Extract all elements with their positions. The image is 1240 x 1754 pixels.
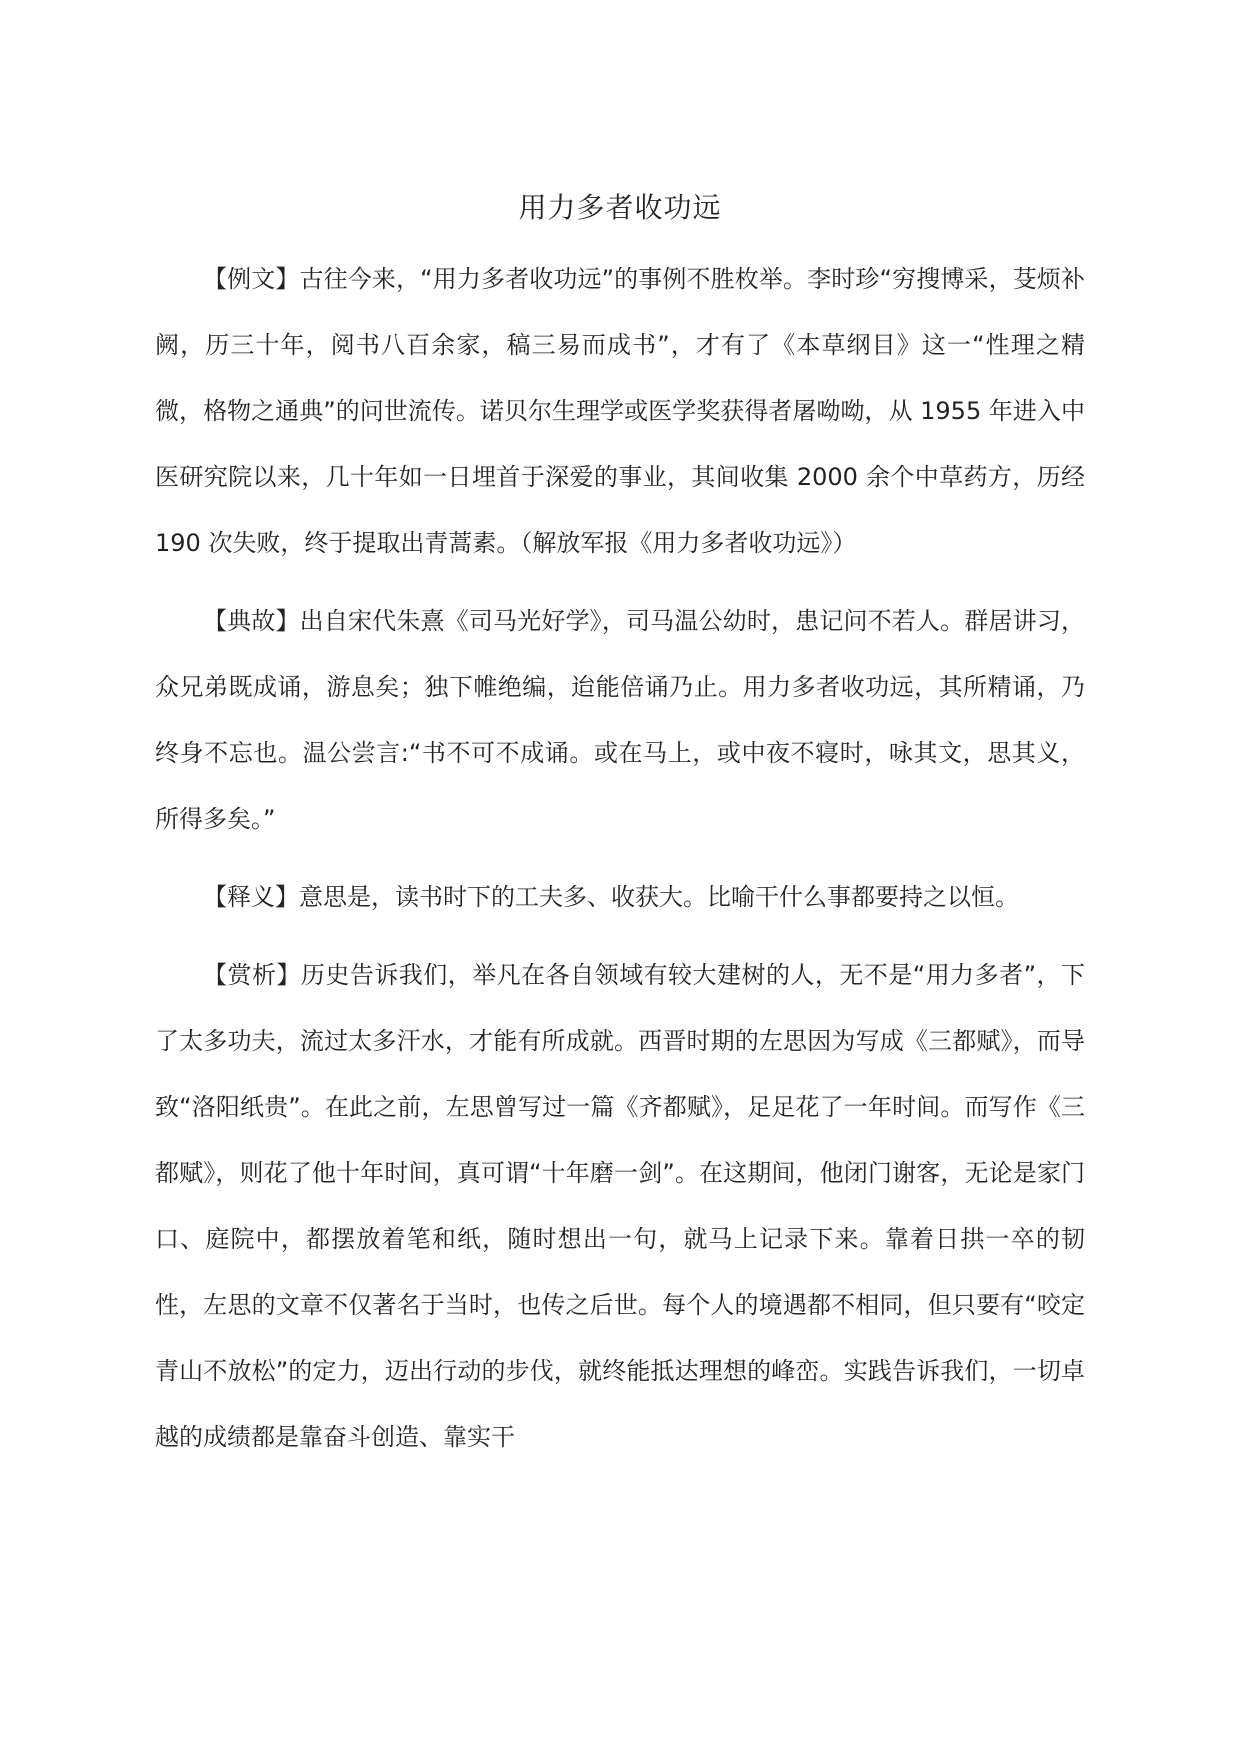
paragraph-text: 古往今来，“用力多者收功远”的事例不胜枚举。李时珍“穷搜博采，芟烦补阙，历三十年，阅书八百余家，稿三易而成书”，才有了《本草纲目》这一“性理之精微，格物之通典”的问世流传。诺贝尔生理学或医学奖获得者屠呦呦，从 1955 年进入中医研究院以来，几十年如一日埋首于深爱的事业，其间收集 2000 余个中草药方，历经 190 次失败，终于提取出青蒿素。（解放军报《用力多者收功远》） (155, 265, 1085, 557)
paragraph-example (155, 246, 1085, 576)
paragraph-text: 意思是，读书时下的工夫多、收获大。比喻干什么事都要持之以恒。 (299, 883, 1019, 911)
paragraph-text: 出自宋代朱熹《司马光好学》，司马温公幼时，患记问不若人。群居讲习，众兄弟既成诵，游息矣；独下帷绝编，迨能倍诵乃止。用力多者收功远，其所精诵，乃终身不忘也。温公尝言:“书不可不成诵。或在马上，或中夜不寝时，咏其文，思其义，所得多矣。” (155, 607, 1086, 833)
paragraph-label: 【赏析】 (203, 961, 301, 989)
paragraph-meaning (155, 864, 1085, 930)
document-title: 用力多者收功远 (518, 191, 722, 224)
paragraph-label: 【释义】 (203, 883, 299, 911)
paragraph-text: 历史告诉我们，举凡在各自领域有较大建树的人，无不是“用力多者”，下了太多功夫，流过太多汗水，才能有所成就。西晋时期的左思因为写成《三都赋》，而导致“洛阳纸贵”。在此之前，左思曾写过一篇《齐都赋》，足足花了一年时间。而写作《三都赋》，则花了他十年时间，真可谓“十年磨一剑”。在这期间，他闭门谢客，无论是家门口、庭院中，都摆放着笔和纸，随时想出一句，就马上记录下来。靠着日拱一卒的韧性，左思的文章不仅著名于当时，也传之后世。每个人的境遇都不相同，但只要有“咬定青山不放松”的定力，迈出行动的步伐，就终能抵达理想的峰峦。实践告诉我们，一切卓越的成绩都是靠奋斗创造、靠实干 (155, 961, 1085, 1451)
paragraph-allusion (155, 588, 1085, 852)
document-body (155, 246, 1085, 1482)
paragraph-label: 【例文】 (203, 265, 300, 293)
paragraph-appreciation (155, 942, 1085, 1470)
paragraph-label: 【典故】 (203, 607, 300, 635)
